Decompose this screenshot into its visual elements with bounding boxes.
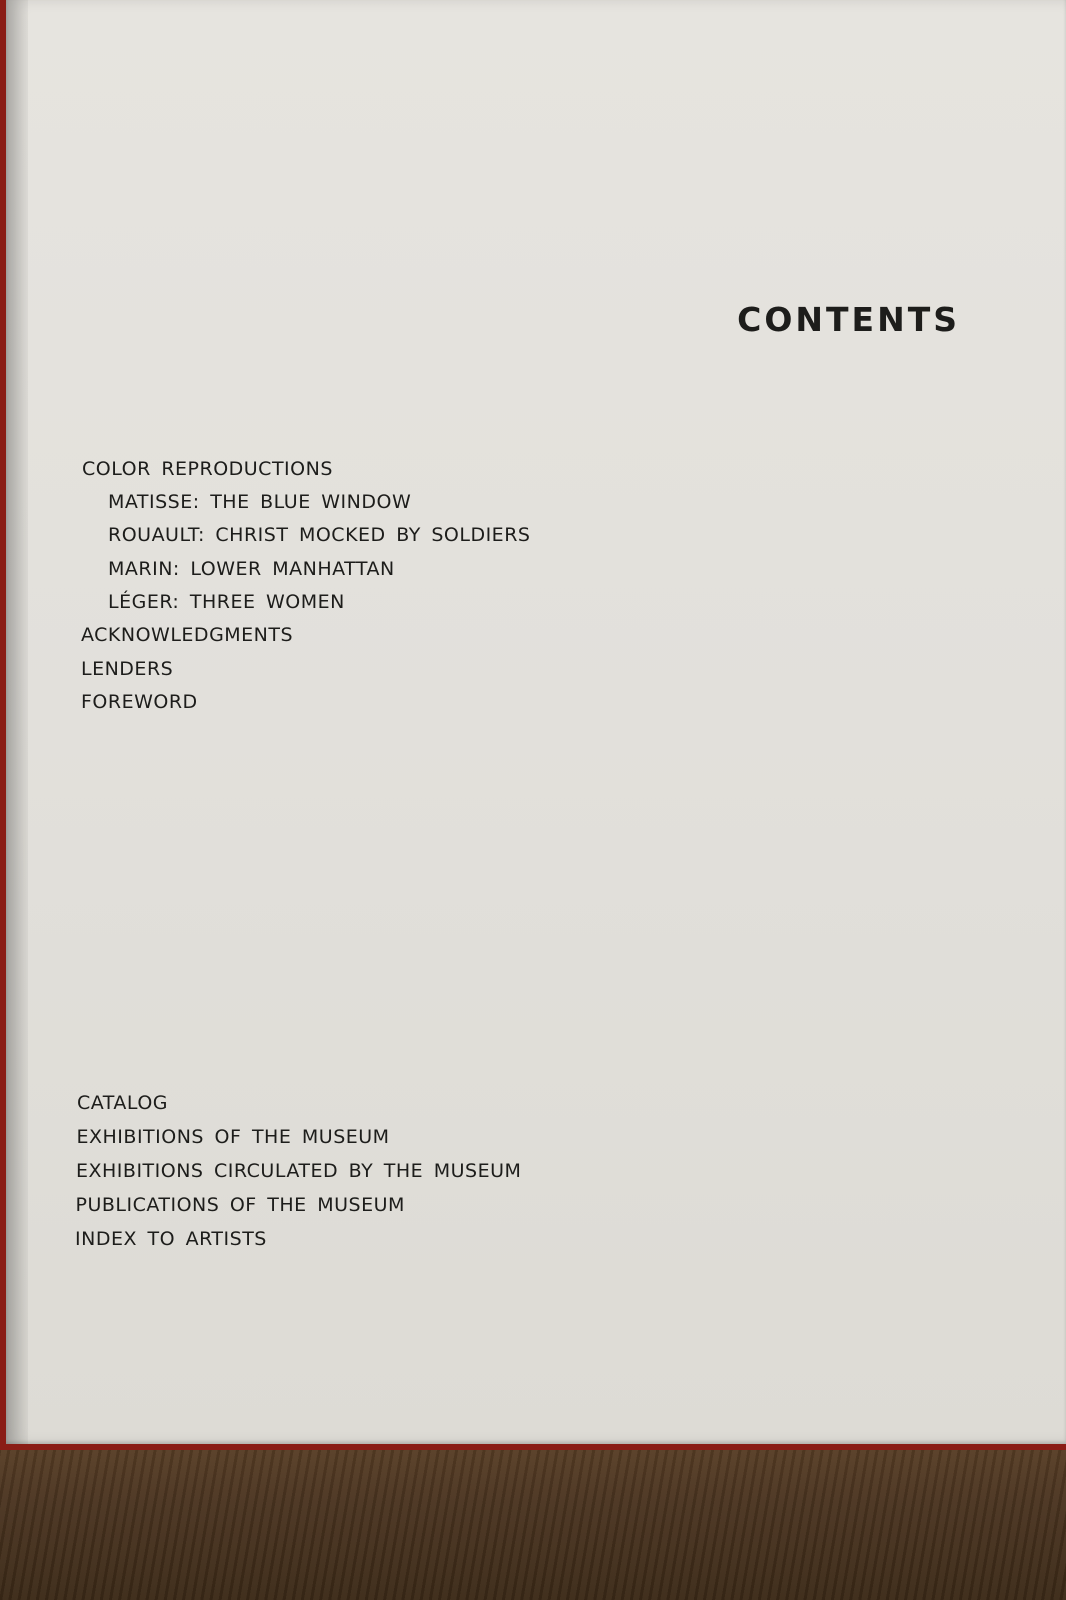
contents-page	[6, 0, 1066, 1444]
toc-label: LENDERS	[81, 658, 174, 680]
toc-label: PUBLICATIONS OF THE MUSEUM	[75, 1194, 405, 1216]
wooden-table	[0, 1440, 1066, 1600]
toc-label: FOREWORD	[81, 691, 198, 713]
page-title: CONTENTS	[737, 300, 960, 339]
toc-label: LÉGER: THREE WOMEN	[108, 591, 345, 613]
toc-label: COLOR REPRODUCTIONS	[82, 458, 333, 480]
toc-label: CATALOG	[77, 1092, 169, 1114]
toc-label: INDEX TO ARTISTS	[75, 1228, 267, 1250]
toc-label: MATISSE: THE BLUE WINDOW	[108, 491, 412, 513]
toc-label: EXHIBITIONS CIRCULATED BY THE MUSEUM	[76, 1160, 522, 1182]
toc-label: MARIN: LOWER MANHATTAN	[108, 558, 395, 580]
toc-label: EXHIBITIONS OF THE MUSEUM	[76, 1126, 390, 1148]
table-of-contents	[6, 0, 1066, 1444]
toc-label: ACKNOWLEDGMENTS	[81, 624, 294, 646]
toc-label: ROUAULT: CHRIST MOCKED BY SOLDIERS	[108, 524, 531, 546]
